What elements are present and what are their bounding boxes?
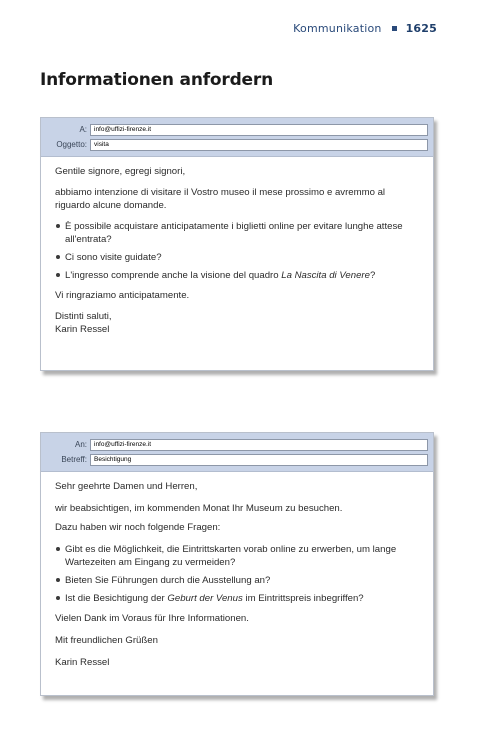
subject-label: Oggetto: — [56, 140, 87, 149]
to-label: An: — [74, 440, 87, 449]
email-body[interactable] — [41, 472, 433, 669]
painting-title: La Nascita di Venere — [281, 270, 370, 281]
thanks-text: Vi ringraziamo anticipatamente. — [55, 290, 190, 301]
page-number: 1625 — [405, 22, 437, 35]
subject-field[interactable]: visita — [90, 139, 428, 151]
lead-text: Dazu haben wir noch folgende Fragen: — [55, 522, 221, 533]
intro-text: abbiamo intenzione di visitare il Vostro museo il mese prossimo e avremmo al riguardo alcune domande. — [55, 187, 386, 211]
email-header — [41, 118, 433, 157]
section-title: Kommunikation — [293, 22, 382, 35]
question-list — [55, 543, 419, 605]
question-item: È possibile acquistare anticipatamente i biglietti online per evitare lunghe attese all'entrata? — [55, 220, 419, 246]
closing-text: Mit freundlichen Grüßen — [55, 635, 158, 646]
to-label: A: — [79, 125, 87, 134]
signature: Karin Ressel — [55, 657, 110, 668]
greeting: Sehr geehrte Damen und Herren, — [55, 481, 198, 492]
page-heading: Informationen anfordern — [40, 70, 273, 90]
signature: Karin Ressel — [55, 324, 110, 335]
email-window-german — [40, 432, 434, 696]
question-item — [55, 269, 419, 282]
question-item: Bieten Sie Führungen durch die Ausstellung an? — [55, 574, 419, 587]
question-text: Ist die Besichtigung der — [65, 593, 168, 604]
email-window-italian — [40, 117, 434, 371]
to-row — [41, 437, 428, 452]
intro-text: wir beabsichtigen, im kommenden Monat Ihr Museum zu besuchen. — [55, 503, 343, 514]
thanks-text: Vielen Dank im Voraus für Ihre Informationen. — [55, 613, 249, 624]
subject-label: Betreff: — [61, 455, 87, 464]
question-item: Gibt es die Möglichkeit, die Eintrittskarten vorab online zu erwerben, um lange Wartezeiten am Eingang zu vermeiden? — [55, 543, 419, 569]
running-head — [293, 22, 437, 35]
subject-row — [41, 137, 428, 152]
question-text-end: im Eintrittspreis inbegriffen? — [242, 593, 364, 604]
closing-text: Distinti saluti, — [55, 311, 112, 322]
question-list — [55, 220, 419, 282]
email-body[interactable] — [41, 157, 433, 336]
to-field[interactable]: info@uffizi-firenze.it — [90, 439, 428, 451]
question-item — [55, 592, 419, 605]
subject-row — [41, 452, 428, 467]
subject-field[interactable]: Besichtigung — [90, 454, 428, 466]
question-item: Ci sono visite guidate? — [55, 251, 419, 264]
question-text-end: ? — [369, 270, 376, 281]
email-header — [41, 433, 433, 472]
separator-square-icon — [392, 26, 397, 31]
to-field[interactable]: info@uffizi-firenze.it — [90, 124, 428, 136]
painting-title: Geburt der Venus — [167, 593, 243, 604]
to-row — [41, 122, 428, 137]
question-text: L'ingresso comprende anche la visione del quadro — [65, 270, 282, 281]
greeting: Gentile signore, egregi signori, — [55, 166, 186, 177]
